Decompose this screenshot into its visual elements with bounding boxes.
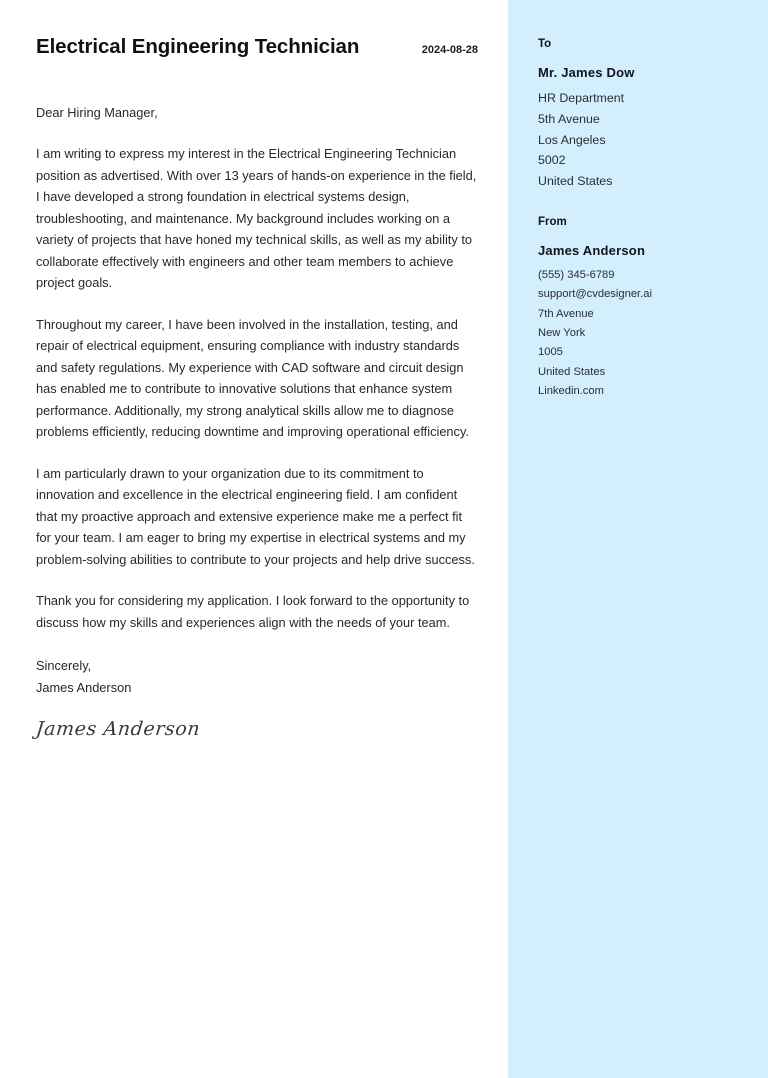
- sender-heading: From: [538, 216, 567, 229]
- recipient-line: Los Angeles: [538, 132, 606, 147]
- sender-phone: (555) 345-6789: [538, 269, 615, 282]
- body-paragraph: Thank you for considering my application. I look forward to the opportunity to discuss how my skills and experiences align with the needs of your team.: [36, 593, 470, 630]
- letter-header: [36, 34, 478, 60]
- salutation: Dear Hiring Manager,: [36, 104, 158, 120]
- closing-salutation: Sincerely,: [36, 658, 92, 674]
- signature: James Anderson: [34, 718, 202, 741]
- sender-linkedin[interactable]: Linkedin.com: [538, 384, 604, 397]
- body-paragraph: I am particularly drawn to your organization due to its commitment to innovation and excellence in the electrical engineering field. I am confident that my proactive approach and extensive experience make me a perfect fit for your team. I am eager to bring my expertise in electrical systems and my problem-solving abilities to contribute to your projects and help drive success.: [36, 465, 475, 567]
- closing-block: [36, 655, 478, 698]
- closing-name: James Anderson: [36, 679, 132, 695]
- body-paragraph: I am writing to express my interest in the Electrical Engineering Technician position as advertised. With over 13 years of hands-on experience in the field, I have developed a strong foundation in electrical systems design, troubleshooting, and maintenance. My background includes working on a variety of projects that have honed my technical skills, as well as my ability to collaborate effectively with engineers and other team members to achieve project goals.: [36, 146, 477, 291]
- page-title: Electrical Engineering Technician: [36, 35, 360, 58]
- recipient-heading: To: [538, 38, 552, 50]
- recipient-line: 5002: [538, 153, 566, 168]
- sender-line: United States: [538, 365, 606, 378]
- letter-date: 2024-08-28: [421, 44, 478, 56]
- recipient-line: United States: [538, 174, 613, 189]
- body-paragraph: Throughout my career, I have been involved in the installation, testing, and repair of electrical equipment, ensuring compliance with industry standards and safety regulations. My experience with CAD software and circuit design has enabled me to contribute to innovative solutions that enhance system performance. Additionally, my strong analytical skills allow me to diagnose problems efficiently, reducing downtime and improving operational efficiency.: [36, 316, 469, 440]
- sender-name: James Anderson: [538, 242, 646, 258]
- recipient-name: Mr. James Dow: [538, 64, 635, 80]
- recipient-line: HR Department: [538, 91, 625, 106]
- sender-line: New York: [538, 326, 586, 339]
- sender-line: 7th Avenue: [538, 307, 594, 320]
- sender-section: [538, 216, 768, 401]
- sender-line: 1005: [538, 346, 563, 359]
- recipient-section: [538, 38, 768, 192]
- sender-email[interactable]: support@cvdesigner.ai: [538, 288, 652, 301]
- recipient-line: 5th Avenue: [538, 111, 600, 126]
- contact-sidebar: [508, 0, 768, 1078]
